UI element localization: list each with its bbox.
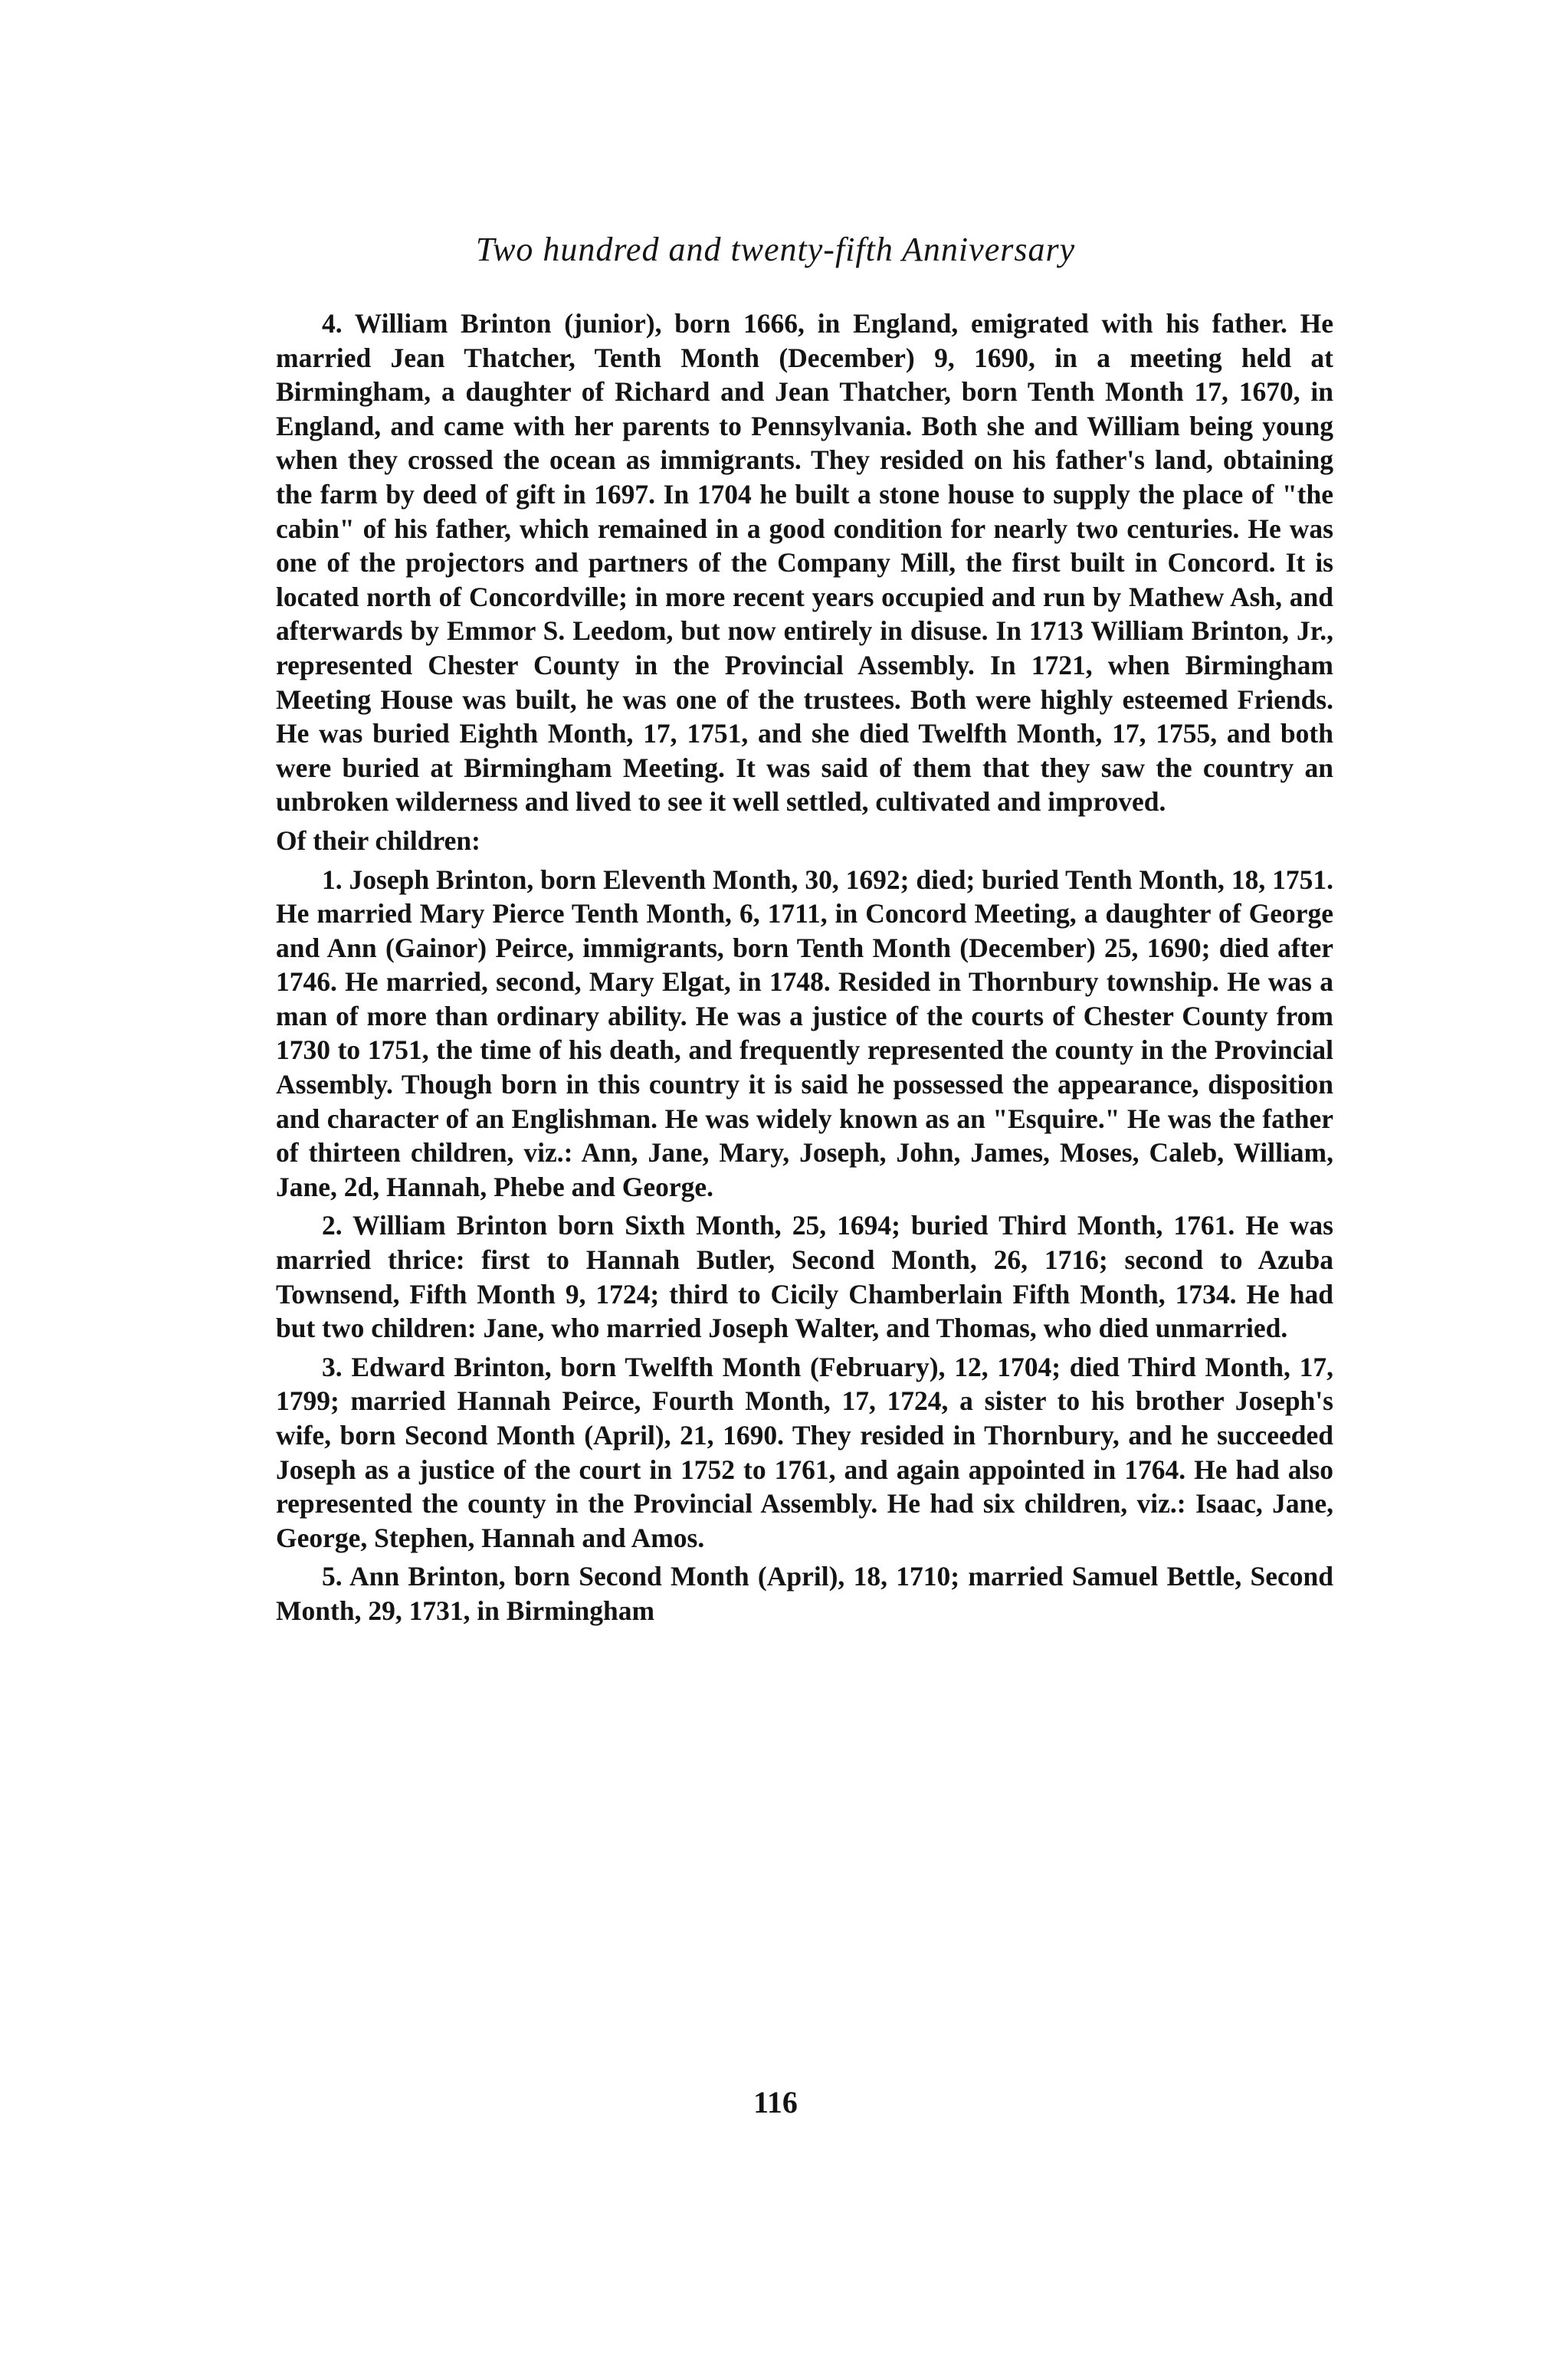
paragraph-edward-brinton: 3. Edward Brinton, born Twelfth Month (February), 12, 1704; died Third Month, 17, 1799; married Hannah Peirce, Fourth Month, 17, 1724, a sister to his brother Joseph's wife, born Second Month (April), 21, 1690. They resided in Thornbury, and he succeeded Joseph as a justice of the court in 1752 to 1761, and again appointed in 1764. He had also represented the county in the Provincial Assembly. He had six children, viz.: Isaac, Jane, George, Stephen, Hannah and Amos. (276, 1351, 1333, 1553)
paragraph-william-brinton-junior: 4. William Brinton (junior), born 1666, in England, emigrated with his father. He married Jean Thatcher, Tenth Month (December) 9, 1690, in a meeting held at Birmingham, a daughter of Richard and Jean Thatcher, born Tenth Month 17, 1670, in England, and came with her parents to Pennsylvania. Both she and William being young when they crossed the ocean as immigrants. They resided on his father's land, obtaining the farm by deed of gift in 1697. In 1704 he built a stone house to supply the place of "the cabin" of his father, which remained in a good condition for nearly two centuries. He was one of the projectors and partners of the Company Mill, the first built in Concord. It is located north of Concordville; in more recent years occupied and run by Mathew Ash, and afterwards by Emmor S. Leedom, but now entirely in disuse. In 1713 William Brinton, Jr., represented Chester County in the Provincial Assembly. In 1721, when Birmingham Meeting House was built, he was one of the trustees. Both were highly esteemed Friends. He was buried Eighth Month, 17, 1751, and she died Twelfth Month, 17, 1755, and both were buried at Birmingham Meeting. It was said of them that they saw the country an unbroken wilderness and lived to see it well settled, cultivated and improved. (276, 308, 1333, 818)
running-head: Two hundred and twenty-fifth Anniversary (475, 231, 1076, 268)
paragraph-children-heading: Of their children: (276, 824, 480, 856)
paragraph-joseph-brinton: 1. Joseph Brinton, born Eleventh Month, 30, 1692; died; buried Tenth Month, 18, 1751. He married Mary Pierce Tenth Month, 6, 1711, in Concord Meeting, a daughter of George and Ann (Gainor) Peirce, immigrants, born Tenth Month (December) 25, 1690; died after 1746. He married, second, Mary Elgat, in 1748. Resided in Thornbury township. He was a man of more than ordinary ability. He was a justice of the courts of Chester County from 1730 to 1751, the time of his death, and frequently represented the county in the Provincial Assembly. Though born in this country it is said he possessed the appearance, disposition and character of an Englishman. He was widely known as an "Esquire." He was the father of thirteen children, viz.: Ann, Jane, Mary, Joseph, John, James, Moses, Caleb, William, Jane, 2d, Hannah, Phebe and George. (276, 864, 1333, 1202)
paragraph-william-brinton: 2. William Brinton born Sixth Month, 25, 1694; buried Third Month, 1761. He was married thrice: first to Hannah Butler, Second Month, 26, 1716; second to Azuba Townsend, Fifth Month 9, 1724; third to Cicily Chamberlain Fifth Month, 1734. He had but two children: Jane, who married Joseph Walter, and Thomas, who died unmarried. (276, 1210, 1333, 1344)
body-text (276, 307, 1333, 1633)
page-number: 116 (753, 2085, 798, 2119)
paragraph-ann-brinton: 5. Ann Brinton, born Second Month (April), 18, 1710; married Samuel Bettle, Second Month, 29, 1731, in Birmingham (276, 1561, 1333, 1626)
